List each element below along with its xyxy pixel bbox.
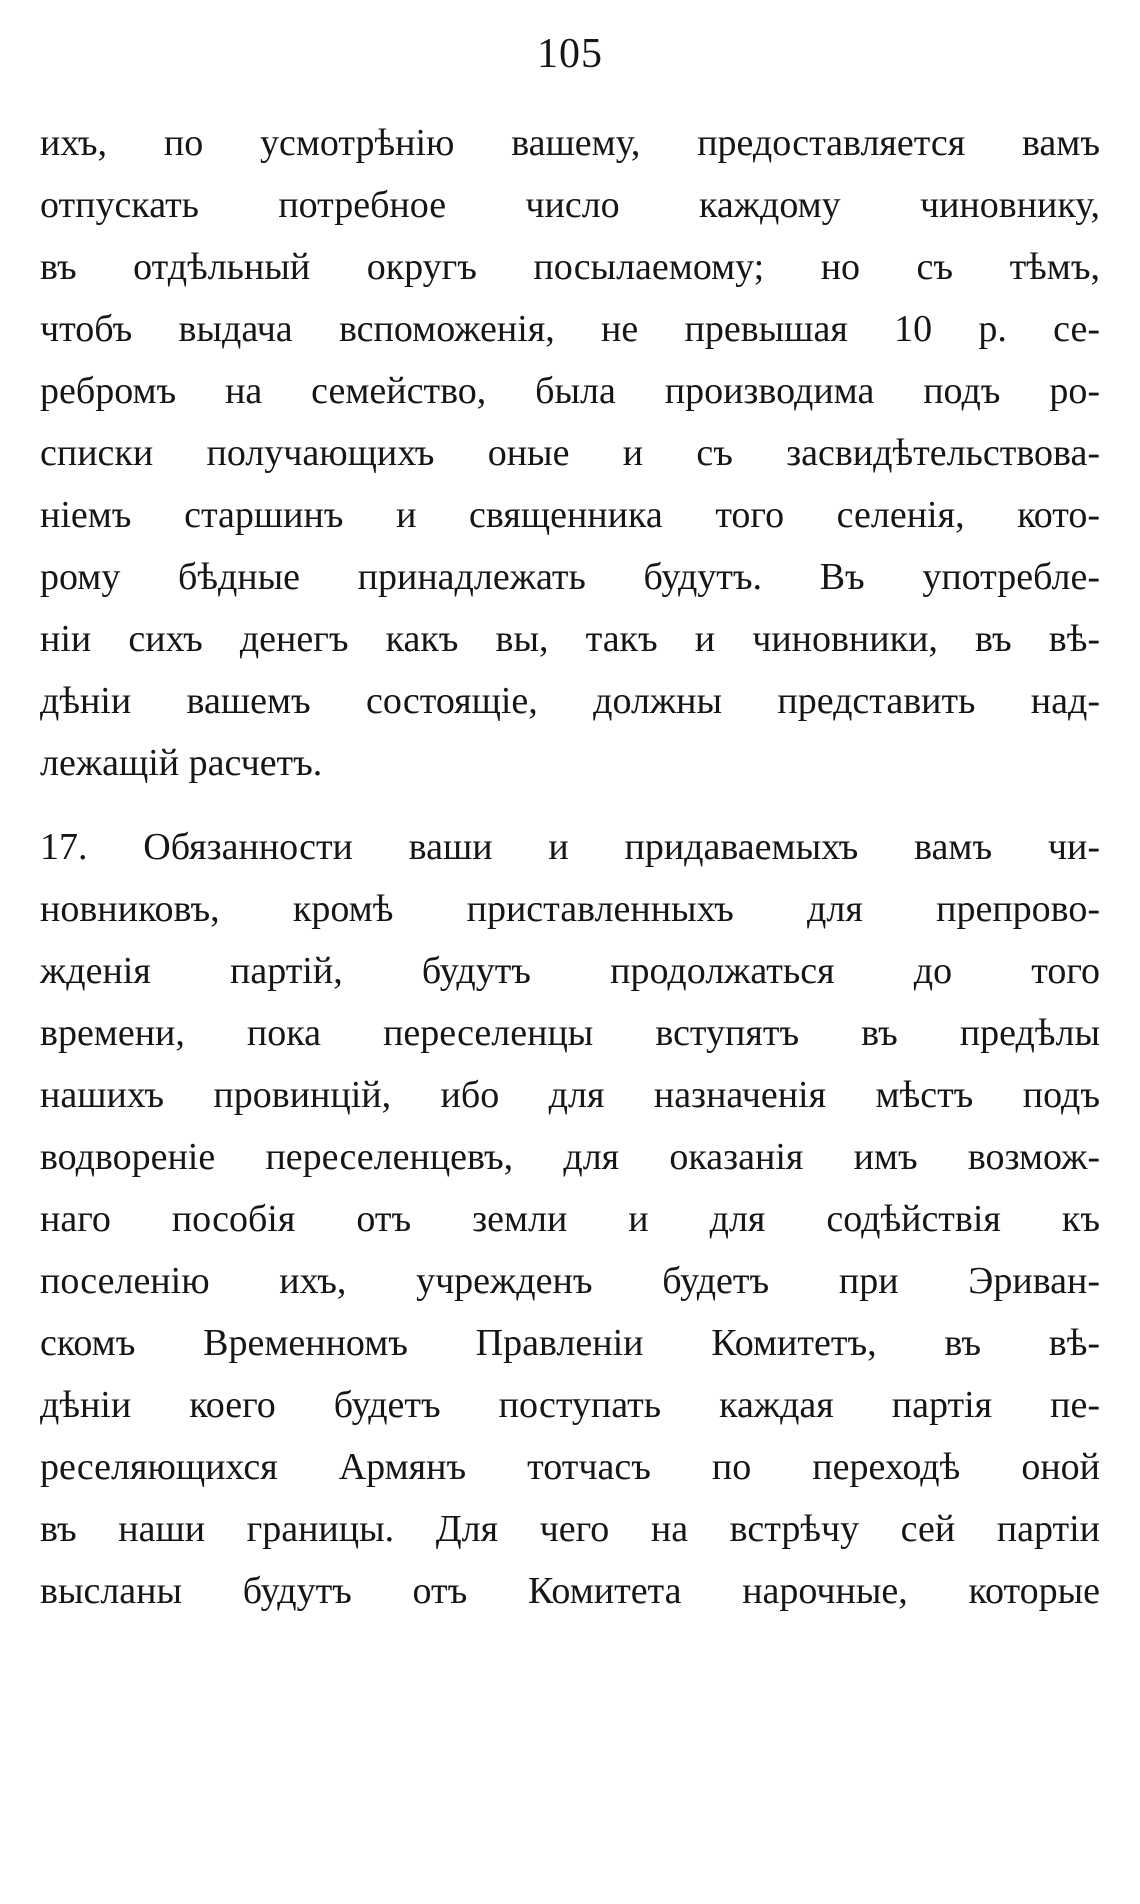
paragraph-continuation <box>40 112 1100 794</box>
text-line: ніемъ старшинъ и священника того селенія, кото- <box>40 494 1100 536</box>
text-line: реселяющихся Армянъ тотчасъ по переходѣ оной <box>40 1446 1100 1488</box>
text-line: жденія партій, будутъ продолжаться до того <box>40 950 1100 992</box>
text-line: водвореніе переселенцевъ, для оказанія имъ возмож- <box>40 1136 1100 1178</box>
text-line: рому бѣдные принадлежать будутъ. Въ употребле- <box>40 556 1100 598</box>
page-number: 105 <box>537 31 603 77</box>
text-line: ихъ, по усмотрѣнію вашему, предоставляется вамъ <box>40 122 1100 164</box>
text-line: дѣніи вашемъ состоящіе, должны представить над- <box>40 680 1100 722</box>
text-line: высланы будутъ отъ Комитета нарочные, которые <box>40 1570 1100 1612</box>
paragraph-17 <box>40 816 1100 1622</box>
text-line: чтобъ выдача вспоможенія, не превышая 10 р. се- <box>40 308 1100 350</box>
text-line: скомъ Временномъ Правленіи Комитетъ, въ вѣ- <box>40 1322 1100 1364</box>
text-line: времени, пока переселенцы вступятъ въ предѣлы <box>40 1012 1100 1054</box>
text-line: новниковъ, кромѣ приставленныхъ для препрово- <box>40 888 1100 930</box>
text-line: въ отдѣльный округъ посылаемому; но съ тѣмъ, <box>40 246 1100 288</box>
text-line: 17. Обязанности ваши и придаваемыхъ вамъ чи- <box>40 826 1100 868</box>
text-line: отпускать потребное число каждому чиновнику, <box>40 184 1100 226</box>
text-line: лежащій расчетъ. <box>40 742 323 784</box>
text-line: въ наши границы. Для чего на встрѣчу сей партіи <box>40 1508 1100 1550</box>
text-line: наго пособія отъ земли и для содѣйствія къ <box>40 1198 1100 1240</box>
text-line: нашихъ провинцій, ибо для назначенія мѣстъ подъ <box>40 1074 1100 1116</box>
text-line: поселенію ихъ, учрежденъ будетъ при Эриван- <box>40 1260 1100 1302</box>
text-line: дѣніи коего будетъ поступать каждая партія пе- <box>40 1384 1100 1426</box>
text-line: списки получающихъ оные и съ засвидѣтельствова- <box>40 432 1100 474</box>
text-line: ніи сихъ денегъ какъ вы, такъ и чиновники, въ вѣ- <box>40 618 1100 660</box>
text-line: ребромъ на семейство, была производима подъ ро- <box>40 370 1100 412</box>
